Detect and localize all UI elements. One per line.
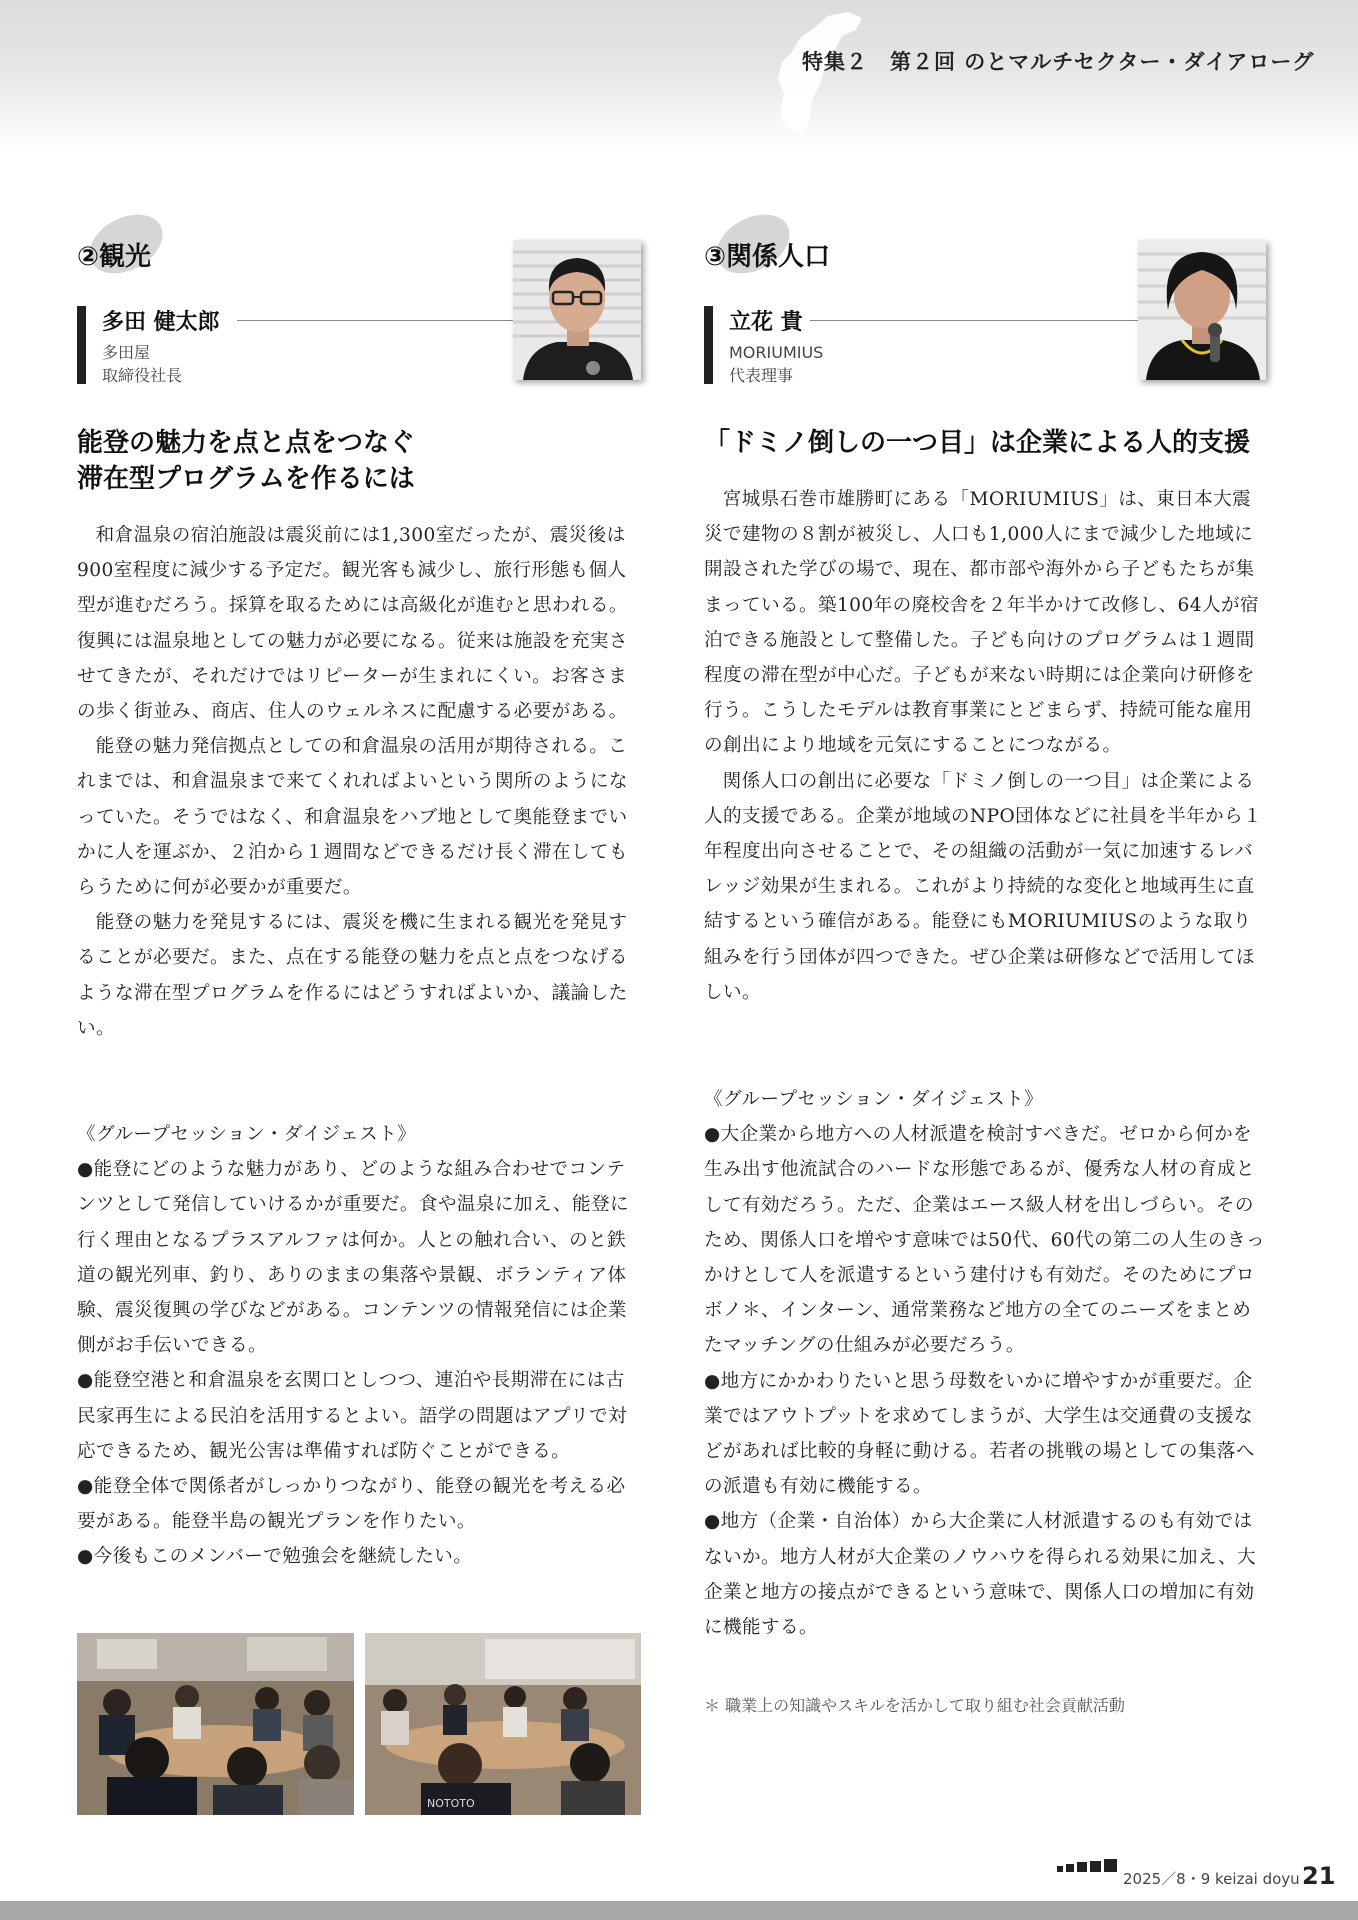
speaker-name: 立花 貴 (729, 310, 803, 335)
speaker-name: 多田 健太郎 (102, 310, 220, 335)
speaker-affiliation: 多田屋 取締役社長 (102, 343, 183, 385)
speaker-accent-bar (77, 306, 86, 384)
digest-item: ●能登空港と和倉温泉を玄関口としつつ、連泊や長期滞在には古民家再生による民泊を活用するとよい。語学の問題はアプリで対応できるため、観光公害は準備すれば防ぐことができる。 (77, 1370, 628, 1462)
speaker-affiliation: MORIUMIUS 代表理事 (729, 343, 824, 385)
digest-item: ●大企業から地方への人材派遣を検討すべきだ。ゼロから何かを生み出す他流試合のハードな形態であるが、優秀な人材の育成として有効だろう。ただ、企業はエース級人材を出しづらい。そのため、関係人口を増やす意味では50代、60代の第二の人生のきっかけとして人を派遣するという建付けも有効だ。そのためにプロボノ＊、インターン、通常業務など地方の全てのニーズをまとめたマッチングの仕組みが必要だろう。 (704, 1124, 1266, 1357)
digest-item: ●能登にどのような魅力があり、どのような組み合わせでコンテンツとして発信していけるかが重要だ。食や温泉に加え、能登に行く理由となるプラスアルファは何か。人との触れ合い、のと鉄道の観光列車、釣り、ありのままの集落や景観、ボランティア体験、震災復興の学びなどがある。コンテンツの情報発信には企業側がお手伝いできる。 (77, 1159, 629, 1357)
group-session-digest (704, 1082, 1268, 1645)
group-session-digest (77, 1117, 641, 1575)
digest-item: ●能登全体で関係者がしっかりつながり、能登の観光を考える必要がある。能登半島の観光プランを作りたい。 (77, 1476, 626, 1533)
paragraph: 宮城県石巻市雄勝町にある「MORIUMIUS」は、東日本大震災で建物の８割が被災し、人口も1,000人にまで減少した地域に開設された学びの場で、現在、都市部や海外から子どもたちが集まっている。築100年の廃校舎を２年半かけて改修し、64人が宿泊できる施設として整備した。子ども向けのプログラムは１週間程度の滞在型が中心だ。子どもが来ない時期には企業向け研修を行う。こうしたモデルは教育事業にとどまらず、持続可能な雇用の創出により地域を元気にすることにつながる。 (704, 489, 1259, 757)
article-body (704, 482, 1268, 1010)
paragraph: 能登の魅力発信拠点としての和倉温泉の活用が期待される。これまでは、和倉温泉まで来てくれればよいという関所のようになっていた。そうではなく、和倉温泉をハブ地として奥能登までいかに人を運ぶか、２泊から１週間などできるだけ長く滞在してもらうために何が必要かが重要だ。 (77, 736, 628, 899)
page-number: 21 (1302, 1862, 1336, 1890)
paragraph: 関係人口の創出に必要な「ドミノ倒しの一つ目」は企業による人的支援である。企業が地域のNPO団体などに社員を半年から１年程度出向させることで、その組織の活動が一気に加速するレバレッジ効果が生まれる。これがより持続的な変化と地域再生に直結するという確信がある。能登にもMORIUMIUSのような取り組みを行う団体が四つできた。ぜひ企業は研修などで活用してほしい。 (704, 770, 1263, 1003)
speaker-accent-bar (704, 306, 713, 384)
speaker-portrait (1138, 240, 1266, 380)
speaker-portrait (513, 240, 641, 380)
svg-text:NOTOTO: NOTOTO (427, 1797, 475, 1810)
session-photo-1 (77, 1633, 354, 1815)
digest-heading: 《グループセッション・ダイジェスト》 (77, 1124, 417, 1145)
paragraph: 和倉温泉の宿泊施設は震災前には1,300室だったが、震災後は900室程度に減少する予定だ。観光客も減少し、旅行形態も個人型が進むだろう。採算を取るためには高級化が進むと思われる。復興には温泉地としての魅力が必要になる。従来は施設を充実させてきたが、それだけではリピーターが生まれにくい。お客さまの歩く街並み、商店、住人のウェルネスに配慮する必要がある。 (77, 525, 628, 723)
issue-date: 2025／8・9 keizai doyu (1123, 1870, 1300, 1888)
article-title: 能登の魅力を点と点をつなぐ 滞在型プログラムを作るには (77, 428, 416, 494)
section-heading-related-population: ③関係人口 (704, 236, 830, 276)
digest-heading: 《グループセッション・ダイジェスト》 (704, 1089, 1044, 1110)
paragraph: 能登の魅力を発見するには、震災を機に生まれる観光を発見することが必要だ。また、点在する能登の魅力を点と点をつなげるような滞在型プログラムを作るにはどうすればよいか、議論したい。 (77, 912, 628, 1039)
digest-item: ●地方にかかわりたいと思う母数をいかに増やすかが重要だ。企業ではアウトプットを求めてしまうが、大学生は交通費の支援などがあれば比較的身軽に動ける。若者の挑戦の場としての集落への派遣も有効に機能する。 (704, 1370, 1255, 1498)
section-heading-tourism: ②観光 (77, 236, 151, 276)
digest-item: ●地方（企業・自治体）から大企業に人材派遣するのも有効ではないか。地方人材が大企業のノウハウを得られる効果に加え、大企業と地方の接点ができるという意味で、関係人口の増加に有効に機能する。 (704, 1511, 1256, 1639)
digest-item: ●今後もこのメンバーで勉強会を継続したい。 (77, 1546, 473, 1568)
feature-header-title: 特集２ 第２回 のとマルチセクター・ダイアローグ (802, 50, 1315, 74)
footnote: ＊ 職業上の知識やスキルを活かして取り組む社会貢献活動 (704, 1696, 1125, 1715)
article-body (77, 518, 641, 1046)
session-photo-2 (365, 1633, 641, 1815)
bottom-bar (0, 1901, 1358, 1920)
article-title: 「ドミノ倒しの一つ目」は企業による人的支援 (704, 428, 1251, 458)
